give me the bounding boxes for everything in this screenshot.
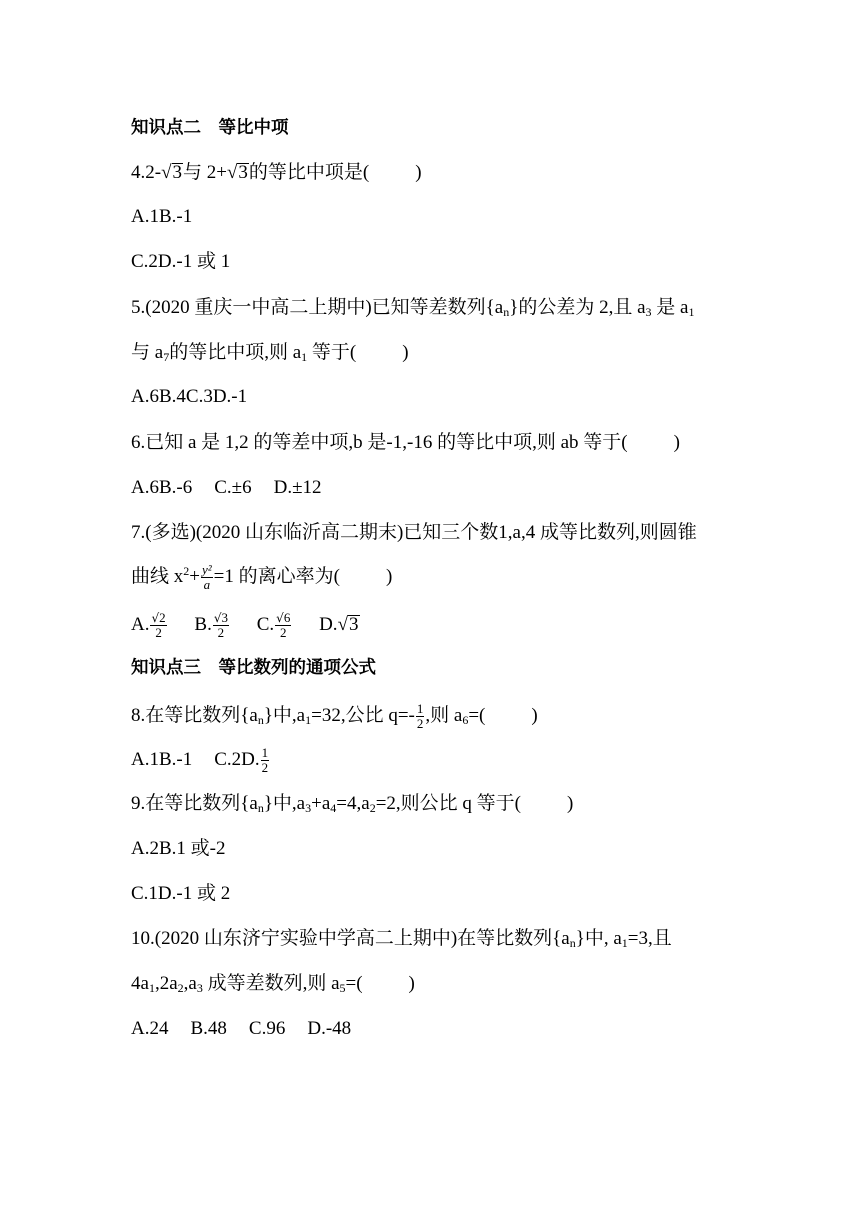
section-heading-kp3: 知识点三 等比数列的通项公式 xyxy=(131,658,376,678)
fraction-sqrt6-over-2: $\frac{√6}{2}$ xyxy=(276,610,291,640)
q4-lead: 4.2- xyxy=(131,162,162,183)
sqrt-symbol: √3 xyxy=(337,613,359,635)
fraction-sqrt3-over-2: $\frac{√3}{2}$ xyxy=(213,610,228,640)
question-7-stem-line1: 7.(多选)(2020 山东临沂高二期末)已知三个数1,a,4 成等比数列,则圆锥 xyxy=(131,522,697,543)
fraction-1-over-2: $\frac{1}{2}$ xyxy=(261,745,269,775)
q9-options-cd: C.1D.-1 或 2 xyxy=(131,883,231,904)
question-5-stem-line1: 5.(2020 重庆一中高二上期中)已知等差数列$\{a_n\}$的公差为 2,且 $a_3$ 是 $a_1$ xyxy=(131,297,695,319)
q9-options-ab: A.2B.1 或-2 xyxy=(131,838,226,859)
question-4-stem: 4.2-√3与 2+√3的等比中项是( ) xyxy=(131,162,422,183)
question-10-stem-line2: $4a_1,2a_2,a_3$ 成等差数列,则 $a_5=$( ) xyxy=(131,973,415,995)
sqrt-symbol: √3 xyxy=(161,162,183,183)
fraction-y2-over-a: $\frac{\text{y²}}{a}$ xyxy=(201,562,212,592)
question-6-stem: 6.已知 a 是 1,2 的等差中项,b 是-1,-16 的等比中项,则 ab 等于( ) xyxy=(131,432,680,453)
question-7-stem-line2: 曲线 $x^2+$ $\frac{\text{y²}}{a}$ =1 的离心率为( ) xyxy=(131,562,393,592)
question-10-stem-line1: 10.(2020 山东济宁实验中学高二上期中)在等比数列$\{a_n\}$中, $a_1=3$,且 xyxy=(131,928,672,950)
q4-options-ab: A.1B.-1 xyxy=(131,206,193,227)
q10-options: A.24 B.48 C.96 D.-48 xyxy=(131,1018,352,1039)
q7-options: A. $\frac{√2}{2}$ B. $\frac{√3}{2}$ C. $\frac{√6}{2}$ D.√3 xyxy=(131,610,359,640)
fraction-sqrt2-over-2: $\frac{√2}{2}$ xyxy=(151,610,166,640)
q8-options: A.1B.-1 C.2D. $\frac{1}{2}$ xyxy=(131,745,269,775)
q5-options: A.6B.4C.3D.-1 xyxy=(131,386,248,407)
fraction-1-over-2: $\frac{1}{2}$ xyxy=(416,701,424,731)
section-heading-kp2: 知识点二 等比中项 xyxy=(131,118,289,138)
sqrt-symbol: √3 xyxy=(226,162,248,183)
q6-options: A.6B.-6 C.±6 D.±12 xyxy=(131,477,322,498)
question-5-stem-line2: 与 $a_7$的等比中项,则 $a_1$ 等于( ) xyxy=(131,342,409,364)
q4-options-cd: C.2D.-1 或 1 xyxy=(131,251,231,272)
question-8-stem: 8.在等比数列$\{a_n\}$中$,a_1=32$,公比 q=- $\frac{1}{2}$ ,则 $a_6=$( ) xyxy=(131,701,538,731)
question-9-stem: 9.在等比数列$\{a_n\}$中$,a_3+a_4=4,a_2=2$,则公比 q 等于( ) xyxy=(131,793,574,815)
